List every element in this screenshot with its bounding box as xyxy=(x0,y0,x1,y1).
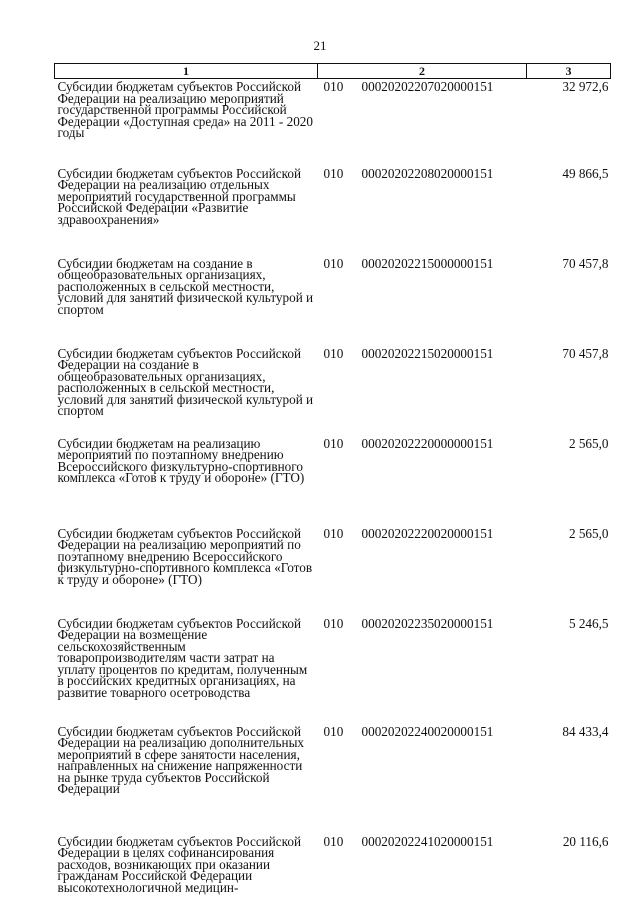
row-admin-code: 010 xyxy=(323,435,344,451)
row-description: Субсидии бюджетам субъектов Российской Федерации на реализацию дополнительных мероприятий в сфере занятости населения, направленных на снижение напряженности на рынке труда субъектов Российской Федерации xyxy=(57,723,305,797)
table-row xyxy=(55,341,611,431)
table-row xyxy=(55,251,611,341)
row-admin-code: 010 xyxy=(323,165,344,181)
table-row xyxy=(55,829,611,909)
row-admin-code: 010 xyxy=(323,525,344,541)
table-row xyxy=(55,611,611,719)
column-header-3: 3 xyxy=(527,64,611,79)
row-budget-code: 00020202220020000151 xyxy=(361,525,494,541)
row-amount: 32 972,6 xyxy=(562,79,609,94)
table-row xyxy=(55,79,611,161)
table-row xyxy=(55,431,611,521)
row-admin-code: 010 xyxy=(323,615,344,631)
row-amount: 20 116,6 xyxy=(562,833,609,849)
row-budget-code: 00020202215020000151 xyxy=(361,345,494,361)
table-row xyxy=(55,521,611,611)
column-header-1: 1 xyxy=(55,64,318,79)
row-description: Субсидии бюджетам на создание в общеобразовательных организациях, расположенных в сельской местности, условий для занятий физической культурой и спортом xyxy=(57,255,314,317)
row-admin-code: 010 xyxy=(323,79,344,94)
table-row xyxy=(55,719,611,829)
budget-table xyxy=(54,63,611,909)
row-budget-code: 00020202208020000151 xyxy=(361,165,494,181)
row-amount: 70 457,8 xyxy=(562,345,609,361)
row-budget-code: 00020202220000000151 xyxy=(361,435,494,451)
row-amount: 5 246,5 xyxy=(568,615,609,631)
row-amount: 84 433,4 xyxy=(562,723,609,739)
row-budget-code: 00020202215000000151 xyxy=(361,255,494,271)
row-budget-code: 00020202241020000151 xyxy=(361,833,494,849)
row-description: Субсидии бюджетам субъектов Российской Федерации на создание в общеобразовательных организациях, расположенных в сельской местности, условий для занятий физической культурой и спортом xyxy=(57,345,314,419)
row-amount: 49 866,5 xyxy=(562,165,609,181)
row-admin-code: 010 xyxy=(323,833,344,849)
row-budget-code: 00020202235020000151 xyxy=(361,615,494,631)
row-description: Субсидии бюджетам субъектов Российской Федерации на реализацию мероприятий по поэтапному внедрению Всероссийского физкультурно-спортивного комплекса «Готов к труду и обороне» (ГТО) xyxy=(57,525,313,587)
column-header-2: 2 xyxy=(318,64,527,79)
row-description: Субсидии бюджетам субъектов Российской Федерации на реализацию отдельных мероприятий государственной программы Российской Федерации «Развитие здравоохранения» xyxy=(57,165,302,227)
table-row xyxy=(55,161,611,251)
page-number: 21 xyxy=(313,38,327,53)
row-description: Субсидии бюджетам субъектов Российской Федерации на реализацию мероприятий государственной программы Российской Федерации «Доступная среда» на 2011 - 2020 годы xyxy=(57,79,313,141)
row-amount: 70 457,8 xyxy=(562,255,609,271)
row-description: Субсидии бюджетам на реализацию мероприятий по поэтапному внедрению Всероссийского физкультурно-спортивного комплекса «Готов к труду и обороне» (ГТО) xyxy=(57,435,305,486)
row-amount: 2 565,0 xyxy=(568,525,609,541)
row-budget-code: 00020202240020000151 xyxy=(361,723,494,739)
table-header xyxy=(55,64,611,79)
row-admin-code: 010 xyxy=(323,345,344,361)
row-description: Субсидии бюджетам субъектов Российской Федерации на возмещение сельскохозяйственным товаропроизводителям части затрат на уплату процентов по кредитам, полученным в российских кредитных организациях, на развитие товарного осетроводства xyxy=(57,615,308,701)
row-amount: 2 565,0 xyxy=(568,435,609,451)
row-admin-code: 010 xyxy=(323,723,344,739)
row-admin-code: 010 xyxy=(323,255,344,271)
row-budget-code: 00020202207020000151 xyxy=(361,79,494,94)
row-description: Субсидии бюджетам субъектов Российской Федерации в целях софинансирования расходов, возникающих при оказании гражданам Российской Федерации высокотехнологичной медицин- xyxy=(57,833,302,895)
